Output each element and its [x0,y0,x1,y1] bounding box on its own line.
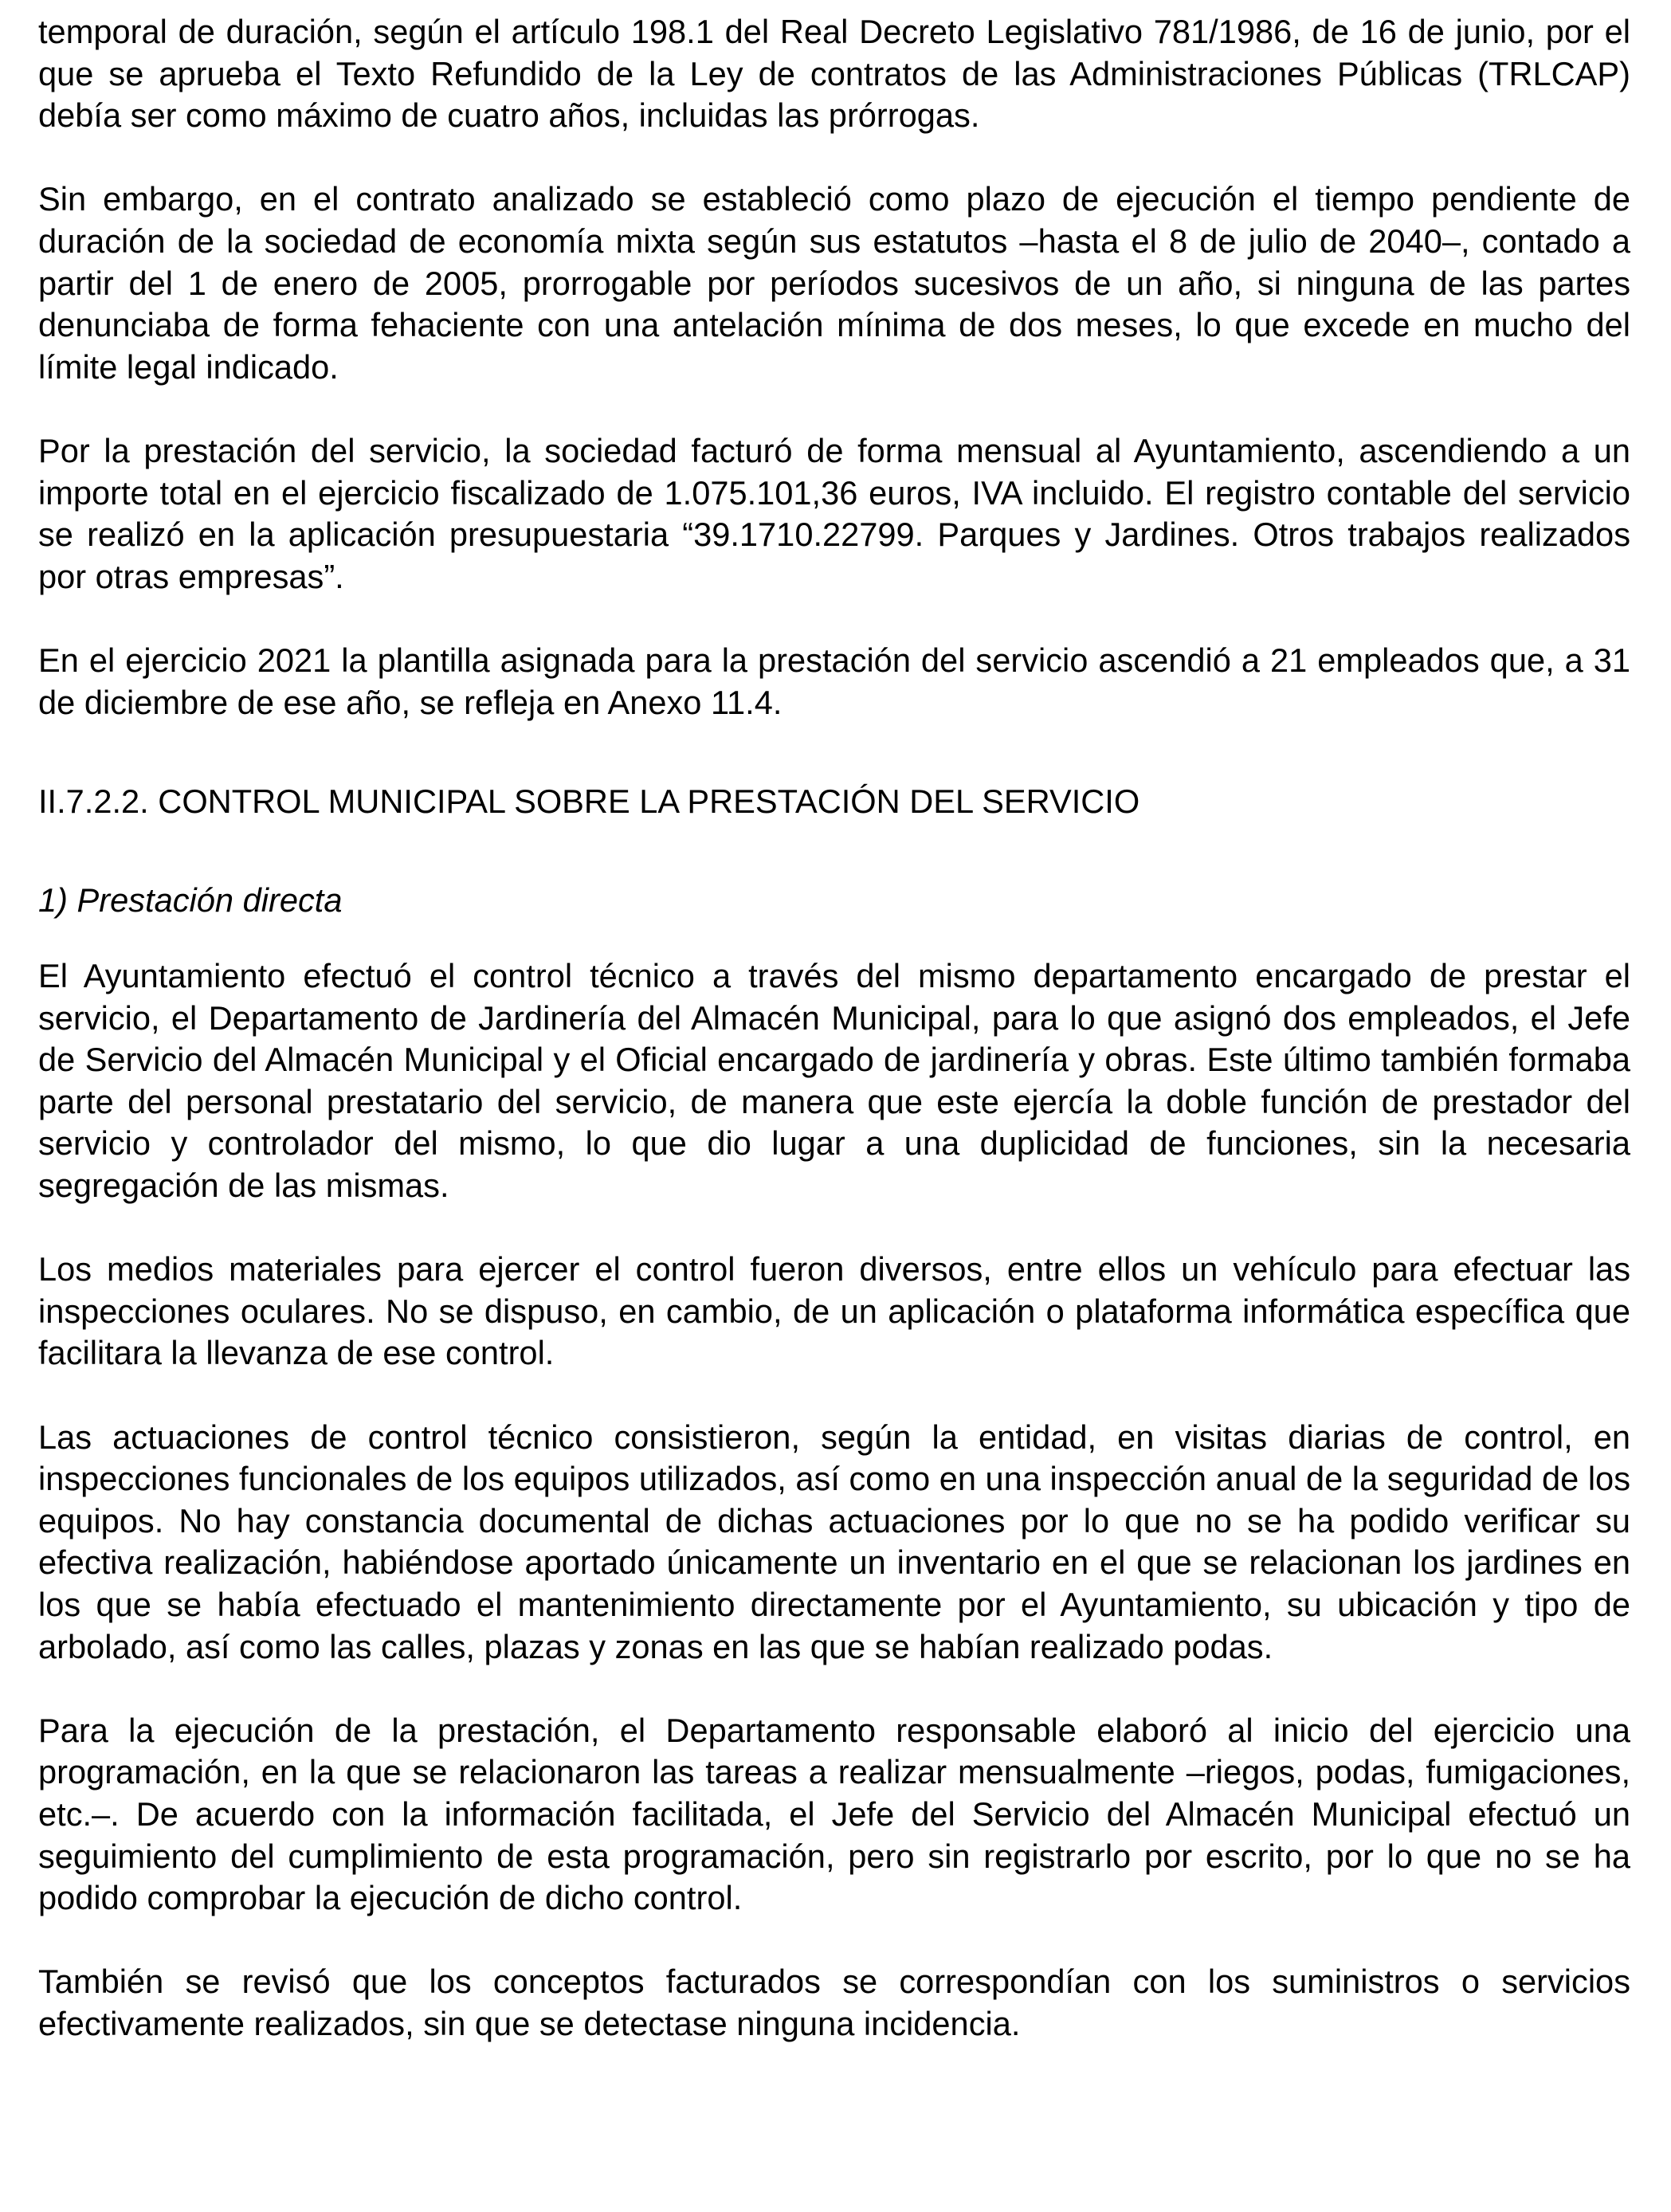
paragraph-control-actions: Las actuaciones de control técnico consistieron, según la entidad, en visitas diarias de control, en inspecciones funcionales de los equipos utilizados, así como en una inspección anual de la seguridad de los equipos. No hay constancia documental de dichas actuaciones por lo que no se ha podido verificar su efectiva realización, habiéndose aportado únicamente un inventario en el que se relacionan los jardines en los que se había efectuado el mantenimiento directamente por el Ayuntamiento, su ubicación y tipo de arbolado, así como las calles, plazas y zonas en las que se habían realizado podas. [38,1418,1630,1665]
paragraph-staff: En el ejercicio 2021 la plantilla asignada para la prestación del servicio ascendió a 21 empleados que, a 31 de diciembre de ese año, se refleja en Anexo 11.4. [38,641,1630,721]
subheading-direct-provision: 1) Prestación directa [38,880,343,919]
paragraph-billing: Por la prestación del servicio, la sociedad facturó de forma mensual al Ayuntamiento, ascendiendo a un importe total en el ejercicio fiscalizado de 1.075.101,36 euros, IVA incluido. El registro contable del servicio se realizó en la aplicación presupuestaria “39.1710.22799. Parques y Jardines. Otros trabajos realizados por otras empresas”. [38,431,1630,595]
document-page [38,11,1630,2087]
paragraph-technical-control: El Ayuntamiento efectuó el control técnico a través del mismo departamento encargado de prestar el servicio, el Departamento de Jardinería del Almacén Municipal, para lo que asignó dos empleados, el Jefe de Servicio del Almacén Municipal y el Oficial encargado de jardinería y obras. Este último también formaba parte del personal prestatario del servicio, de manera que este ejercía la doble función de prestador del servicio y controlador del mismo, lo que dio lugar a una duplicidad de funciones, sin la necesaria segregación de las mismas. [38,957,1630,1205]
paragraph-invoice-review: También se revisó que los conceptos facturados se correspondían con los suministros o servicios efectivamente realizados, sin que se detectase ninguna incidencia. [38,1963,1630,2042]
paragraph-execution-term: Sin embargo, en el contrato analizado se estableció como plazo de ejecución el tiempo pendiente de duración de la sociedad de economía mixta según sus estatutos –hasta el 8 de julio de 2040–, contado a partir del 1 de enero de 2005, prorrogable por períodos sucesivos de un año, si ninguna de las partes denunciaba de forma fehaciente con una antelación mínima de dos meses, lo que excede en mucho del límite legal indicado. [38,180,1630,386]
section-heading: II.7.2.2. CONTROL MUNICIPAL SOBRE LA PRESTACIÓN DEL SERVICIO [38,782,1140,820]
paragraph-contract-duration: temporal de duración, según el artículo 198.1 del Real Decreto Legislativo 781/1986, de 16 de junio, por el que se aprueba el Texto Refundido de la Ley de contratos de las Administraciones Públicas (TRLCAP) debía ser como máximo de cuatro años, incluidas las prórrogas. [38,13,1630,135]
paragraph-material-means: Los medios materiales para ejercer el control fueron diversos, entre ellos un vehículo para efectuar las inspecciones oculares. No se dispuso, en cambio, de un aplicación o plataforma informática específica que facilitara la llevanza de ese control. [38,1250,1630,1372]
paragraph-programming: Para la ejecución de la prestación, el Departamento responsable elaboró al inicio del ejercicio una programación, en la que se relacionaron las tareas a realizar mensualmente –riegos, podas, fumigaciones, etc.–. De acuerdo con la información facilitada, el Jefe del Servicio del Almacén Municipal efectuó un seguimiento del cumplimiento de esta programación, pero sin registrarlo por escrito, por lo que no se ha podido comprobar la ejecución de dicho control. [38,1711,1630,1917]
